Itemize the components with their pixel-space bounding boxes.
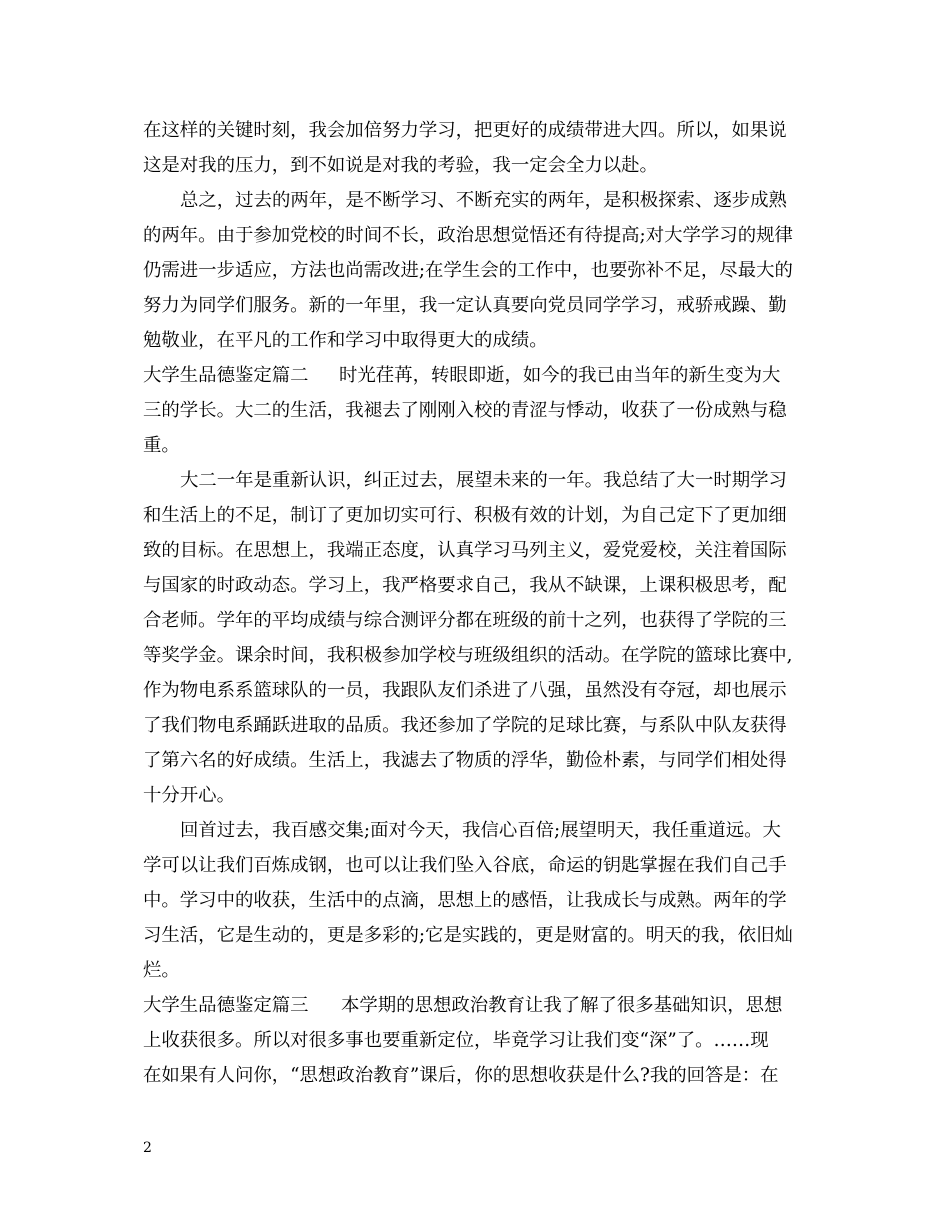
text-line: 中。学习中的收获，生活中的点滴，思想上的感悟，让我成长与成熟。两年的学 [143,890,787,911]
paragraph [143,183,813,358]
section-heading-row [143,988,813,1023]
text-line: 努力为同学们服务。新的一年里，我一定认真要向党员同学学习，戒骄戒躁、勤 [143,295,787,316]
text-line: 和生活上的不足，制订了更加切实可行、积极有效的计划，为自己定下了更加细 [143,505,787,526]
text-line: 时光荏苒，转眼即逝，如今的我已由当年的新生变为大 [339,365,781,386]
document-body [143,113,813,1093]
section-heading: 大学生品德鉴定篇三 [143,995,309,1016]
text-line: 了第六名的好成绩。生活上，我滤去了物质的浮华，勤俭朴素，与同学们相处得 [143,750,787,771]
section-heading: 大学生品德鉴定篇二 [143,365,309,386]
text-line: 上收获很多。所以对很多事也要重新定位，毕竟学习让我们变“深”了。……现 [143,1030,769,1051]
text-line: 了我们物电系踊跃进取的品质。我还参加了学院的足球比赛，与系队中队友获得 [143,715,787,736]
text-line: 合老师。学年的平均成绩与综合测评分都在班级的前十之列，也获得了学院的三 [143,610,787,631]
text-line: 致的目标。在思想上，我端正态度，认真学习马列主义，爱党爱校，关注着国际 [143,540,787,561]
page-number: 2 [143,1140,152,1156]
section-three [143,988,813,1093]
text-line: 回首过去，我百感交集;面对今天，我信心百倍;展望明天，我任重道远。大 [180,820,781,841]
paragraph [143,113,813,183]
paragraph [143,813,813,988]
text-line: 三的学长。大二的生活，我褪去了刚刚入校的青涩与悸动，收获了一份成熟与稳 [143,400,787,421]
text-line: 习生活，它是生动的，更是多彩的;它是实践的，更是财富的。明天的我，依旧灿 [143,925,793,946]
text-line: 等奖学金。课余时间，我积极参加学校与班级组织的活动。在学院的篮球比赛中, [143,645,793,666]
text-line: 总之，过去的两年，是不断学习、不断充实的两年，是积极探索、逐步成熟 [180,190,787,211]
text-line: 十分开心。 [143,785,235,806]
text-line: 这是对我的压力，到不如说是对我的考验，我一定会全力以赴。 [143,155,658,176]
paragraph [143,463,813,813]
text-line: 重。 [143,435,180,456]
section-heading-row [143,358,813,393]
text-line: 作为物电系系篮球队的一员，我跟队友们杀进了八强，虽然没有夺冠，却也展示 [143,680,787,701]
text-line: 本学期的思想政治教育让我了解了很多基础知识，思想 [341,995,783,1016]
text-line: 与国家的时政动态。学习上，我严格要求自己，我从不缺课，上课积极思考，配 [143,575,787,596]
text-line: 勉敬业，在平凡的工作和学习中取得更大的成绩。 [143,330,548,351]
text-line: 大二一年是重新认识，纠正过去，展望未来的一年。我总结了大一时期学习 [180,470,787,491]
text-line: 学可以让我们百炼成钢，也可以让我们坠入谷底，命运的钥匙掌握在我们自己手 [143,855,787,876]
text-line: 在这样的关键时刻，我会加倍努力学习，把更好的成绩带进大四。所以，如果说 [143,120,787,141]
text-line: 烂。 [143,960,180,981]
text-line: 的两年。由于参加党校的时间不长，政治思想觉悟还有待提高;对大学学习的规律 [143,225,793,246]
section-two [143,358,813,463]
text-line: 仍需进一步适应，方法也尚需改进;在学生会的工作中，也要弥补不足，尽最大的 [143,260,793,281]
text-line: 在如果有人问你，“思想政治教育”课后，你的思想收获是什么?我的回答是：在 [143,1065,779,1086]
